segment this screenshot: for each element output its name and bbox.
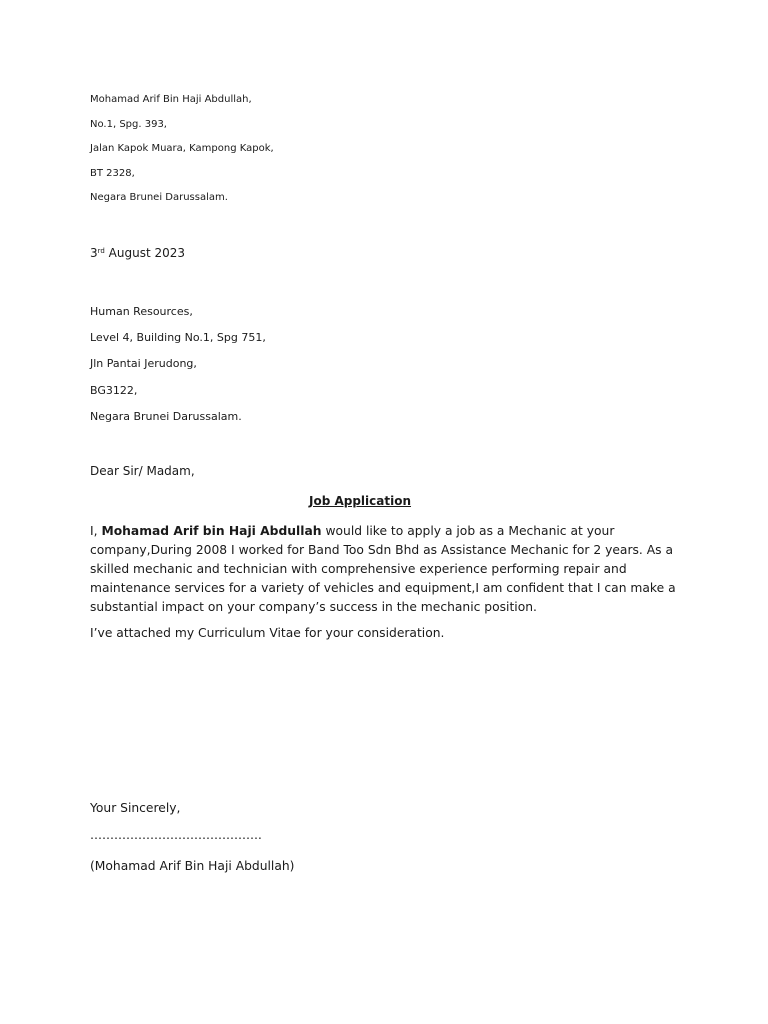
recipient-address-line: Level 4, Building No.1, Spg 751, <box>90 331 266 344</box>
sender-postcode: BT 2328, <box>90 168 135 179</box>
recipient-address-line: Jln Pantai Jerudong, <box>90 357 197 370</box>
date-suffix: rd <box>97 247 105 255</box>
salutation: Dear Sir/ Madam, <box>90 464 195 478</box>
body-paragraph <box>90 522 690 617</box>
recipient-country: Negara Brunei Darussalam. <box>90 410 242 423</box>
closing: Your Sincerely, <box>90 801 181 815</box>
sender-name: Mohamad Arif Bin Haji Abdullah, <box>90 94 252 105</box>
date-month-year: August 2023 <box>104 246 186 260</box>
sender-country: Negara Brunei Darussalam. <box>90 192 228 203</box>
attachment-note: I’ve attached my Curriculum Vitae for your consideration. <box>90 626 445 640</box>
subject-heading: Job Application <box>308 494 412 508</box>
body-text: would like to apply a job as a Mechanic at your company,During 2008 I worked for Band Too Sdn Bhd as Assistance Mechanic for 2 years. As a skilled mechanic and technician with comprehensive experience performing repair and maintenance services for a variety of vehicles and equipment,I am confident that I can make a substantial impact on your company’s success in the mechanic position. <box>90 524 676 614</box>
date-day: 3 <box>90 246 98 260</box>
signatory-name: (Mohamad Arif Bin Haji Abdullah) <box>90 859 295 873</box>
signature-line: ……………………………………. <box>90 828 262 842</box>
sender-address-line: Jalan Kapok Muara, Kampong Kapok, <box>90 143 274 154</box>
recipient-postcode: BG3122, <box>90 384 138 397</box>
body-prefix: I, <box>90 524 102 538</box>
applicant-name-bold: Mohamad Arif bin Haji Abdullah <box>101 524 322 538</box>
sender-address-line: No.1, Spg. 393, <box>90 119 167 130</box>
letter-date <box>90 246 185 261</box>
recipient-department: Human Resources, <box>90 305 193 318</box>
